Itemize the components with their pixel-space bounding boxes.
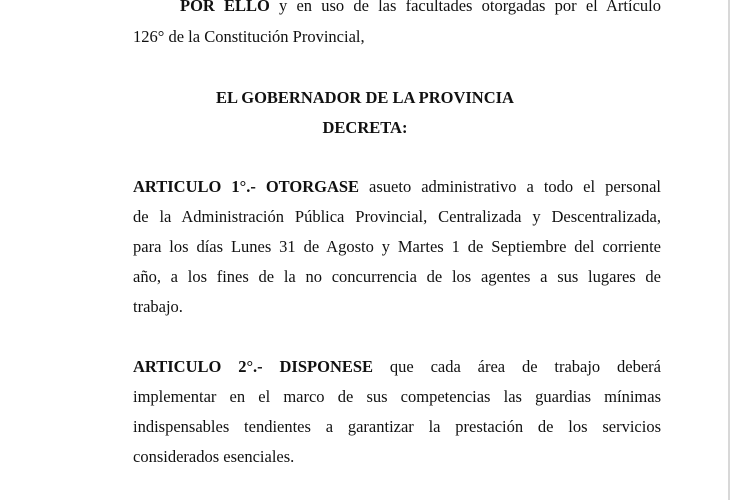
article-2-line-4: considerados esenciales. (133, 447, 295, 466)
article-1-line-2: de la Administración Pública Provincial, Centralizada y Descentralizada, (133, 207, 661, 226)
article-1-line-1 (133, 177, 661, 197)
article-1-line-5: trabajo. (133, 297, 183, 316)
article-2-line-2: implementar en el marco de sus competencias las guardias mínimas (133, 387, 661, 406)
preamble-line-1-text: y en uso de las facultades otorgadas por el Artículo (269, 0, 661, 15)
article-1-line-3: para los días Lunes 31 de Agosto y Martes 1 de Septiembre del corriente (133, 237, 661, 256)
decree-heading-decreta: DECRETA: (322, 118, 408, 137)
article-2-line-1-text: que cada área de trabajo deberá (373, 357, 661, 376)
preamble-line-2: 126° de la Constitución Provincial, (133, 27, 365, 46)
preamble-line-1 (180, 0, 661, 16)
article-2-line-1 (133, 357, 661, 377)
article-1-line-4: año, a los fines de la no concurrencia de los agentes a sus lugares de (133, 267, 661, 286)
article-1-label: ARTICULO 1°.- OTORGASE (133, 177, 360, 196)
preamble-lead: POR ELLO (180, 0, 270, 15)
article-2-label: ARTICULO 2°.- DISPONESE (133, 357, 374, 376)
article-2-line-3: indispensables tendientes a garantizar la prestación de los servicios (133, 417, 661, 436)
article-1-line-1-text: asueto administrativo a todo el personal (359, 177, 661, 196)
decree-heading-governor: EL GOBERNADOR DE LA PROVINCIA (216, 88, 514, 107)
